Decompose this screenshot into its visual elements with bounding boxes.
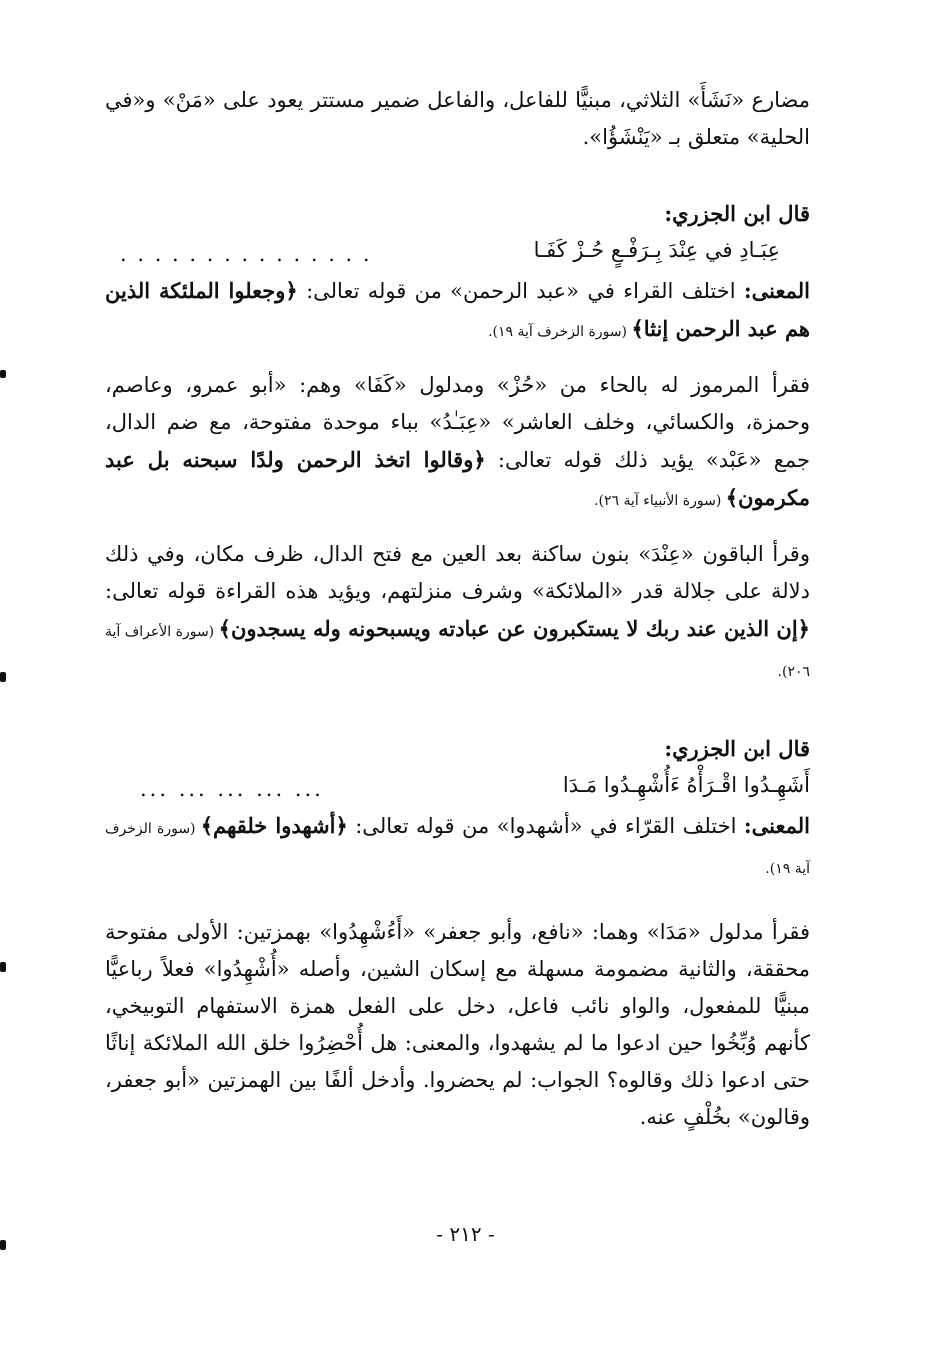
verse-dots-1: . . . . . . . . . . . . . . .: [120, 242, 372, 266]
quran-quote: ﴿أشهدوا خلقهم﴾: [200, 813, 348, 838]
surah-reference: (سورة الزخرف آية ١٩).: [488, 324, 632, 340]
quran-quote: ﴿إن الذين عند ربك لا يستكبرون عن عبادته ويسبحونه وله يسجدون﴾: [218, 616, 810, 641]
scan-edge-mark: [0, 962, 6, 972]
verse-dots-2: ... ... ... ... ...: [140, 777, 324, 801]
surah-reference: (سورة الزخرف آية ١٩).: [105, 821, 810, 877]
scan-edge-mark: [0, 672, 6, 682]
surah-reference: (سورة الأعراف آية ٢٠٦).: [105, 624, 810, 680]
scan-edge-mark: [0, 1240, 6, 1250]
verse-text-1: عِبَـادِ في عِنْدَ بِـرَفْـعٍ حُـزْ كَفَـا: [533, 238, 780, 262]
paragraph-intro: مضارع «نَشَأَ» الثلاثي، مبنيًّا للفاعل، والفاعل ضمير مستتر يعود على «مَنْ» و«في الحلية» متعلق بـ «يَنْشَؤُا».: [105, 88, 810, 149]
page-body: [105, 82, 810, 1136]
scan-edge-mark: [0, 370, 6, 378]
paragraph-reading-2: وقرأ الباقون «عِنْدَ» بنون ساكنة بعد العين مع فتح الدال، ظرف مكان، وفي ذلك دلالة على جلالة قدر «الملائكة» وشرف منزلتهم، ويؤيد هذه القراءة قوله تعالى: ﴿إن الذين عند ربك لا يستكبرون عن عبادته ويسبحونه وله يسجدون﴾ (سورة الأعراف آية ٢٠٦).: [105, 542, 810, 680]
quran-quote: ﴿وقالوا اتخذ الرحمن ولدًا سبحنه بل عبد مكرمون﴾: [105, 447, 810, 510]
page-number: - ٢١٢ -: [436, 1222, 495, 1246]
heading-ibn-aljazari-1: قال ابن الجزري:: [664, 201, 810, 226]
paragraph-meaning-1: المعنى: اختلف القراء في «عبد الرحمن» من قوله تعالى: ﴿وجعلوا الملئكة الذين هم عبد الرحمن إنثا﴾ (سورة الزخرف آية ١٩).: [105, 278, 810, 341]
paragraph-reading-1: فقرأ المرموز له بالحاء من «حُزْ» ومدلول «كَفَا» وهم: «أبو عمرو، وعاصم، وحمزة، والكسائي، وخلف العاشر» «عِبَـٰدُ» بباء موحدة مفتوحة، مع ضم الدال، جمع «عَبْد» يؤيد ذلك قوله تعالى: ﴿وقالوا اتخذ الرحمن ولدًا سبحنه بل عبد مكرمون﴾ (سورة الأنبياء آية ٢٦).: [105, 373, 811, 510]
meaning-label: المعنى:: [743, 278, 810, 303]
verse-line-1: [105, 232, 810, 272]
quran-quote: ﴿وجعلوا الملئكة الذين هم عبد الرحمن إنثا﴾: [105, 278, 810, 341]
paragraph-meaning-2: المعنى: اختلف القرّاء في «أشهدوا» من قوله تعالى: ﴿أشهدوا خلقهم﴾ (سورة الزخرف آية ١٩).: [105, 813, 810, 877]
meaning-label: المعنى:: [743, 813, 810, 838]
verse-text-2: أَشَهِـدُوا اقْـرَأْهُ ءَأُشْهِـدُوا مَـدَا: [562, 773, 810, 797]
surah-reference: (سورة الأنبياء آية ٢٦).: [594, 493, 726, 509]
verse-line-2: [105, 767, 810, 807]
heading-ibn-aljazari-2: قال ابن الجزري:: [664, 736, 810, 761]
paragraph-reading-3: فقرأ مدلول «مَدَا» وهما: «نافع، وأبو جعفر» «أَءُشْهِدُوا» بهمزتين: الأولى مفتوحة محققة، والثانية مضمومة مسهلة مع إسكان الشين، وأصله «أُشْهِدُوا» فعلاً رباعيًّا مبنيًّا للمفعول، والواو نائب فاعل، دخل على الفعل همزة الاستفهام التوبيخي، كأنهم وُبِّخُوا حين ادعوا ما لم يشهدوا، والمعنى: هل أُحْضِرُوا خلق الله الملائكة إناثًا حتى ادعوا ذلك وقالوه؟ الجواب: لم يحضروا. وأدخل ألفًا بين الهمزتين «أبو جعفر، وقالون» بخُلْفٍ عنه.: [105, 920, 810, 1129]
